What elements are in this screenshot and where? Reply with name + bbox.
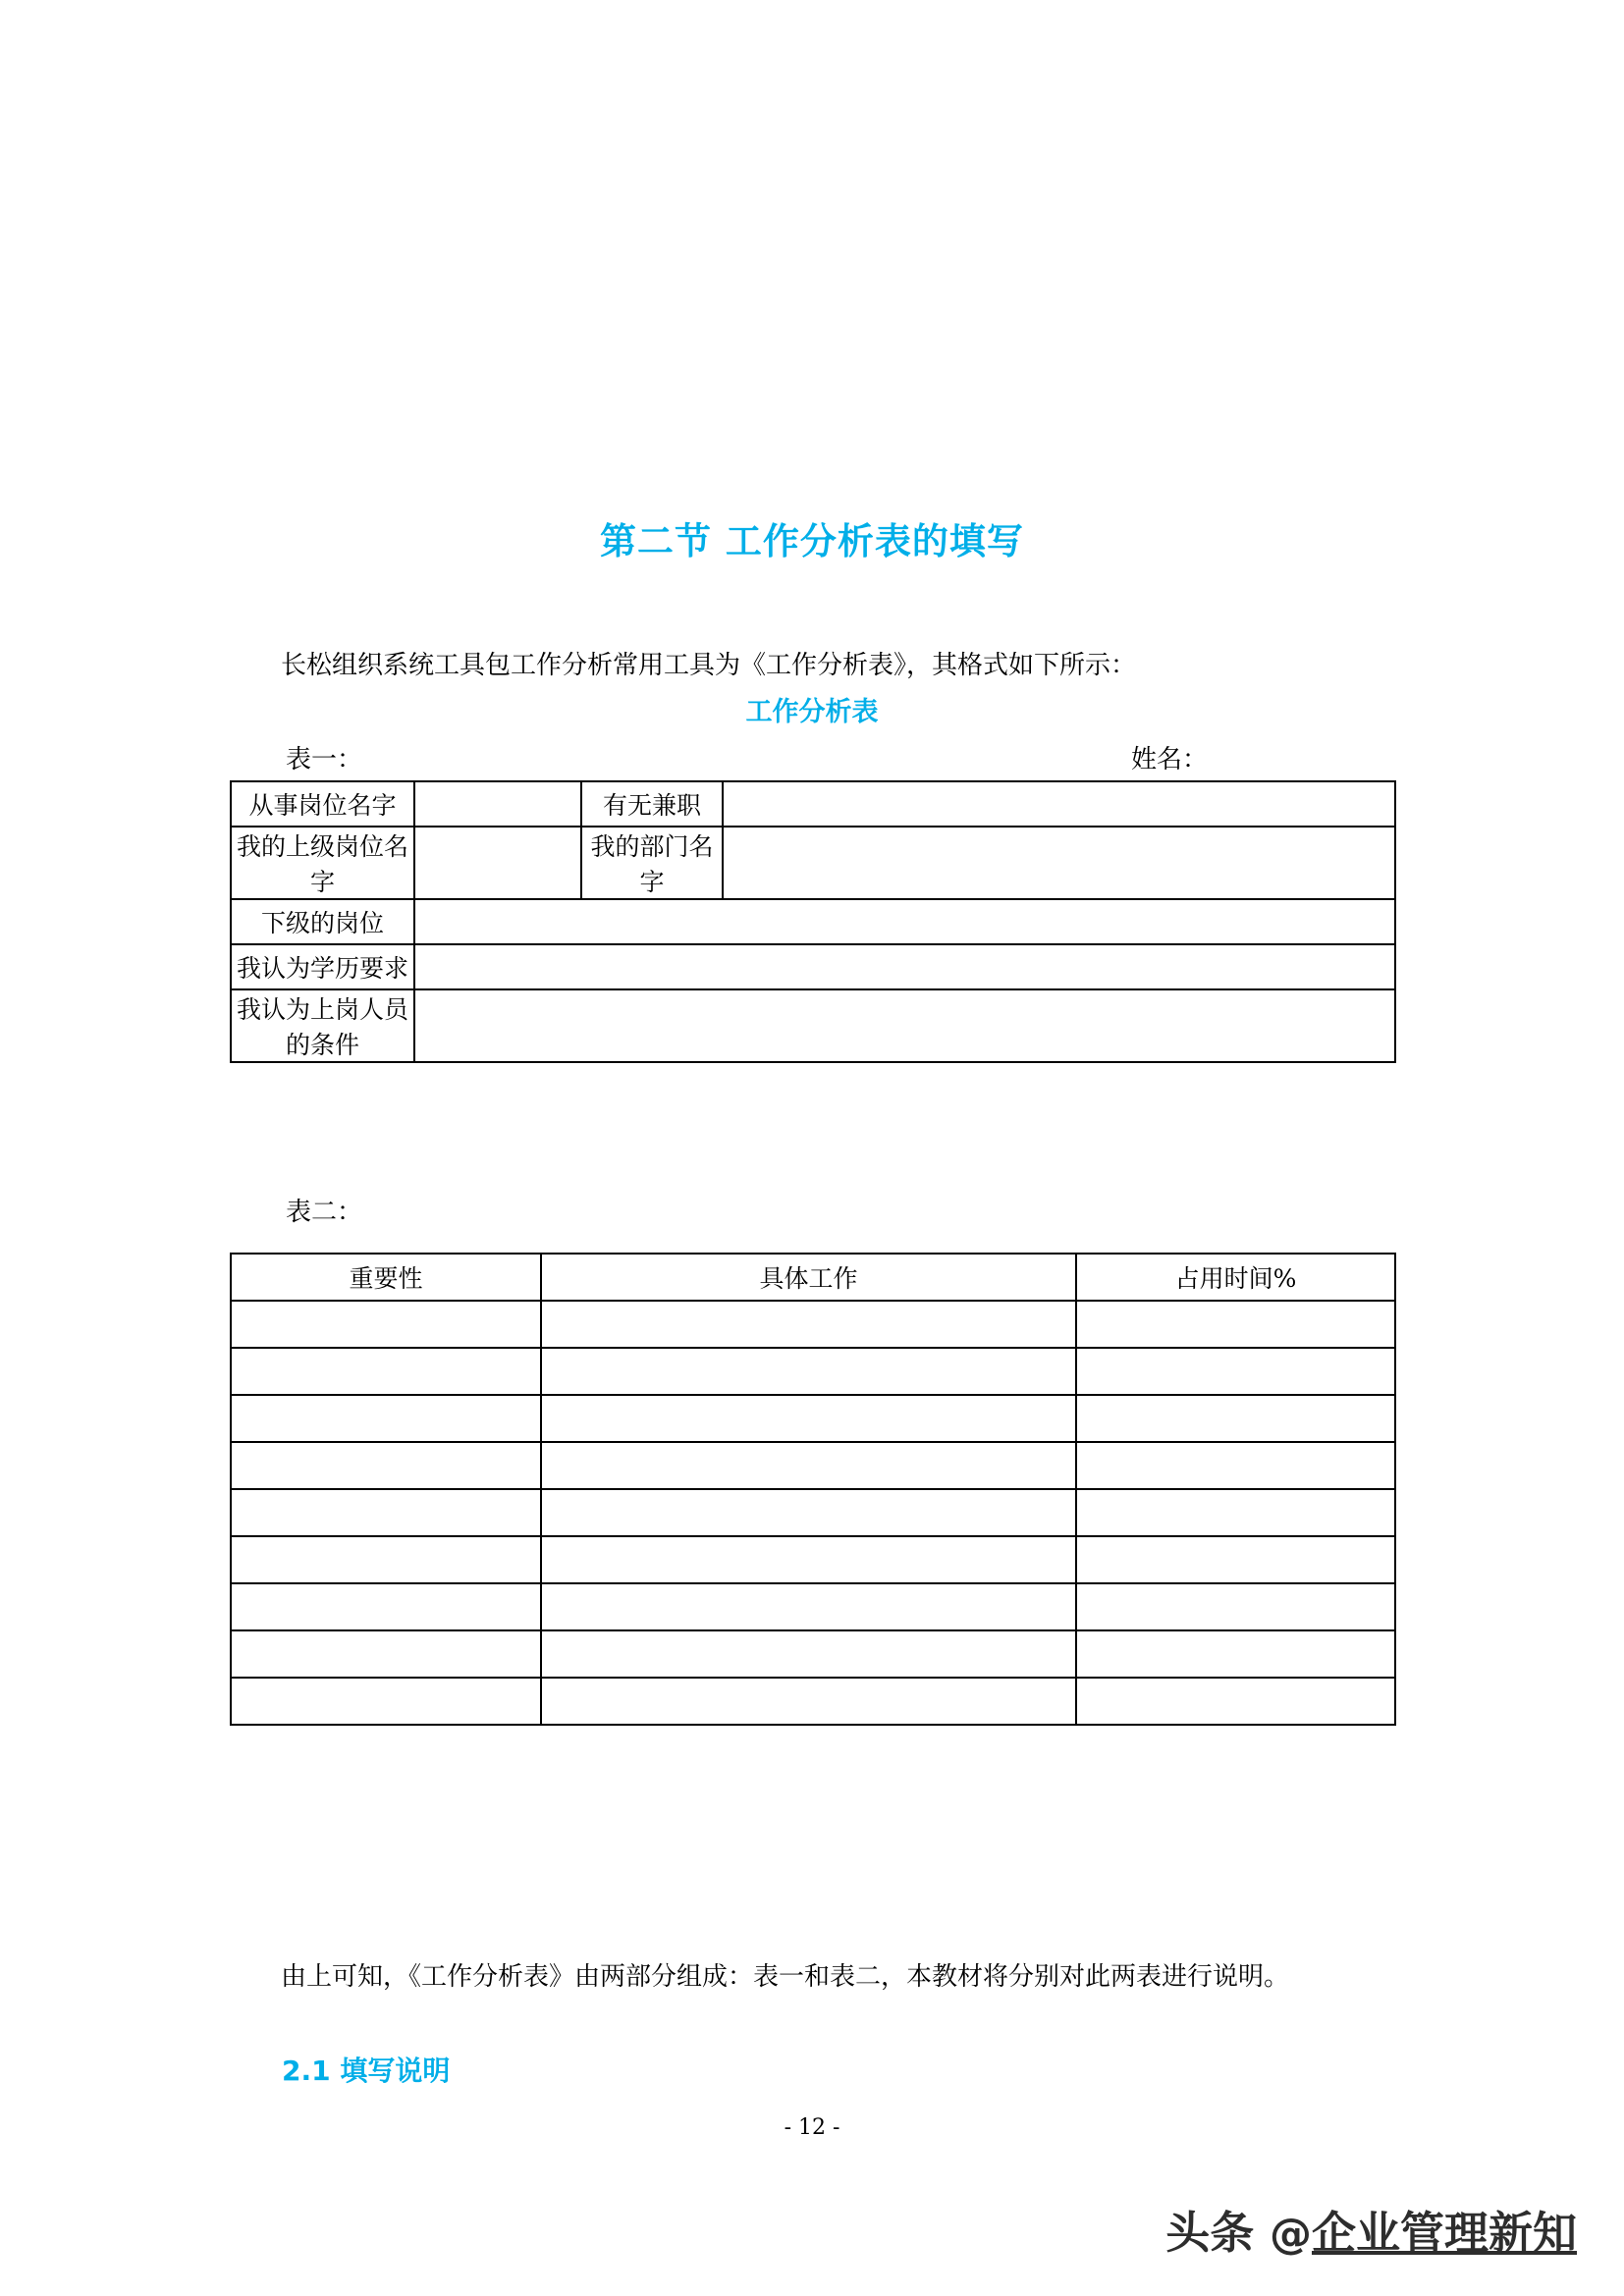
cell-importance[interactable] (231, 1348, 541, 1395)
column-header-importance: 重要性 (231, 1254, 541, 1301)
cell-specific-work[interactable] (541, 1348, 1076, 1395)
cell-specific-work[interactable] (541, 1583, 1076, 1630)
table-header-row (231, 1254, 1395, 1301)
cell-time-percent[interactable] (1076, 1583, 1395, 1630)
cell-label: 我的上级岗位名字 (231, 827, 414, 899)
cell-specific-work[interactable] (541, 1489, 1076, 1536)
label-name: 姓名： (1131, 745, 1209, 774)
cell-time-percent[interactable] (1076, 1536, 1395, 1583)
label-table-one: 表一： (286, 745, 363, 774)
cell-time-percent[interactable] (1076, 1678, 1395, 1725)
table-row (231, 1536, 1395, 1583)
table-row (231, 1395, 1395, 1442)
cell-specific-work[interactable] (541, 1630, 1076, 1678)
cell-time-percent[interactable] (1076, 1395, 1395, 1442)
cell-label: 我认为上岗人员的条件 (231, 989, 414, 1062)
table-row (231, 827, 1395, 899)
cell-importance[interactable] (231, 1678, 541, 1725)
table-row (231, 1442, 1395, 1489)
column-header-specific-work: 具体工作 (541, 1254, 1076, 1301)
cell-specific-work[interactable] (541, 1442, 1076, 1489)
cell-specific-work[interactable] (541, 1536, 1076, 1583)
table-row (231, 1678, 1395, 1725)
cell-value[interactable] (414, 944, 1395, 989)
cell-time-percent[interactable] (1076, 1489, 1395, 1536)
cell-label: 有无兼职 (581, 781, 723, 827)
column-header-time-percent: 占用时间% (1076, 1254, 1395, 1301)
cell-importance[interactable] (231, 1301, 541, 1348)
intro-paragraph: 长松组织系统工具包工作分析常用工具为《工作分析表》，其格式如下所示： (281, 651, 1137, 680)
watermark-prefix: 头条 (1165, 2207, 1255, 2259)
table-row (231, 1630, 1395, 1678)
cell-importance[interactable] (231, 1583, 541, 1630)
table-row (231, 1301, 1395, 1348)
table-row (231, 989, 1395, 1062)
cell-label: 下级的岗位 (231, 899, 414, 944)
cell-importance[interactable] (231, 1395, 541, 1442)
watermark-name: 企业管理新知 (1311, 2207, 1577, 2259)
table-row (231, 1489, 1395, 1536)
subsection-title: 2.1 填写说明 (282, 2055, 451, 2088)
page-number: - 12 - (784, 2115, 840, 2140)
table-row (231, 899, 1395, 944)
at-icon: @ (1269, 2210, 1312, 2259)
cell-importance[interactable] (231, 1442, 541, 1489)
cell-label: 我认为学历要求 (231, 944, 414, 989)
cell-time-percent[interactable] (1076, 1630, 1395, 1678)
cell-importance[interactable] (231, 1630, 541, 1678)
cell-value[interactable] (414, 989, 1395, 1062)
table-row (231, 1348, 1395, 1395)
table-row (231, 944, 1395, 989)
table-row (231, 1583, 1395, 1630)
cell-time-percent[interactable] (1076, 1348, 1395, 1395)
table-row (231, 781, 1395, 827)
label-table-two: 表二： (286, 1198, 363, 1227)
cell-value[interactable] (723, 827, 1395, 899)
cell-specific-work[interactable] (541, 1678, 1076, 1725)
table-one (230, 780, 1396, 1063)
work-analysis-table-title: 工作分析表 (745, 697, 879, 727)
cell-value[interactable] (414, 781, 581, 827)
cell-label: 从事岗位名字 (231, 781, 414, 827)
cell-importance[interactable] (231, 1489, 541, 1536)
closing-paragraph: 由上可知，《工作分析表》由两部分组成：表一和表二，本教材将分别对此两表进行说明。 (281, 1962, 1290, 1992)
cell-specific-work[interactable] (541, 1395, 1076, 1442)
table-two (230, 1253, 1396, 1726)
section-title: 第二节 工作分析表的填写 (600, 519, 1024, 562)
cell-importance[interactable] (231, 1536, 541, 1583)
cell-time-percent[interactable] (1076, 1301, 1395, 1348)
cell-value[interactable] (414, 899, 1395, 944)
watermark (1165, 2197, 1577, 2261)
cell-label: 我的部门名字 (581, 827, 723, 899)
cell-value[interactable] (414, 827, 581, 899)
cell-specific-work[interactable] (541, 1301, 1076, 1348)
cell-value[interactable] (723, 781, 1395, 827)
cell-time-percent[interactable] (1076, 1442, 1395, 1489)
